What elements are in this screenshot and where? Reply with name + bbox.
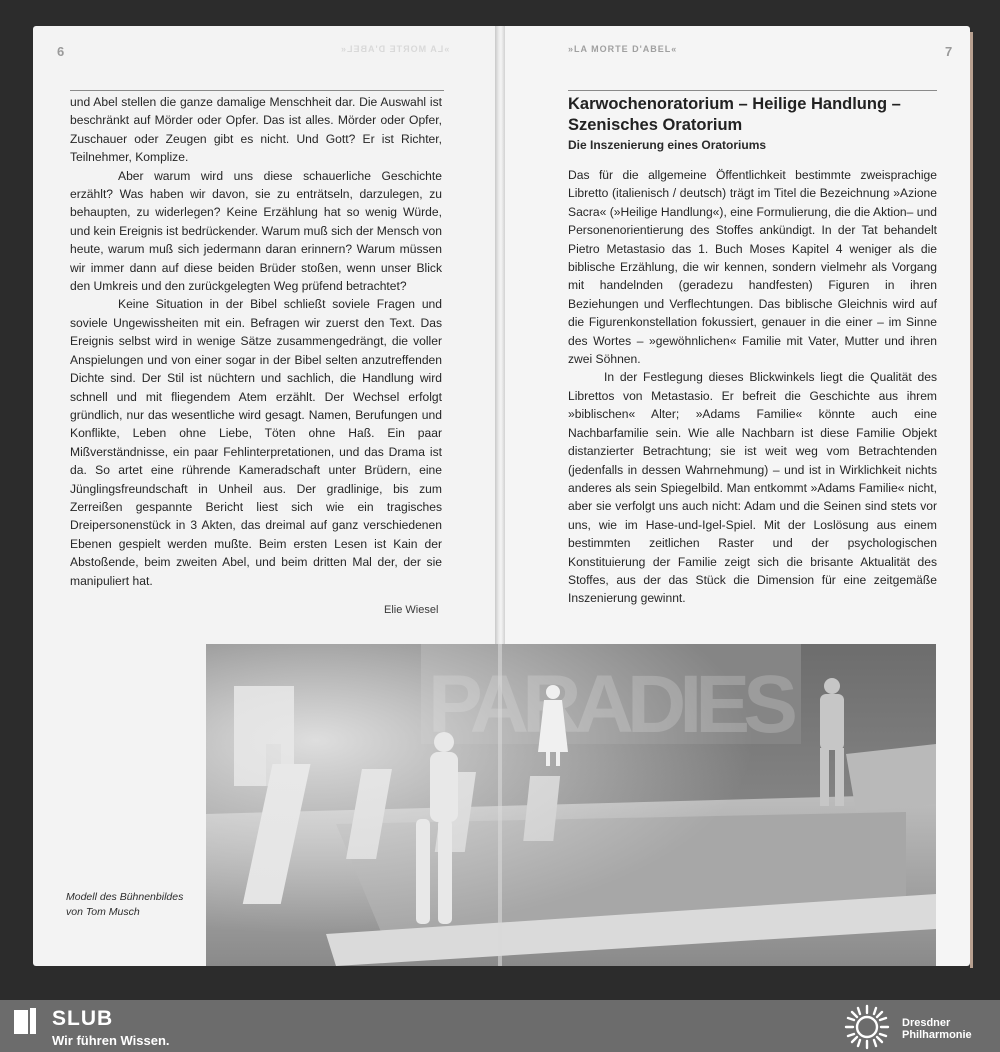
author-signature: Elie Wiesel — [384, 604, 439, 616]
caption-line-1: Modell des Bühnenbildes — [66, 891, 184, 903]
partner-name — [902, 1017, 972, 1041]
stage-model-photo — [206, 644, 936, 966]
left-header-rule — [70, 90, 444, 91]
article-title: Karwochenoratorium – Heilige Handlung – Szenisches Oratorium — [568, 95, 901, 134]
right-text-column — [568, 166, 937, 608]
left-text-column — [70, 93, 442, 590]
right-header-rule — [568, 90, 937, 91]
article-subtitle: Die Inszenierung eines Oratoriums — [568, 138, 767, 152]
page-edge — [970, 32, 973, 968]
running-head: »LA MORTE D'ABEL« — [568, 44, 678, 54]
left-page-number: 6 — [57, 44, 65, 59]
partner-name-line-1: Dresdner — [902, 1017, 951, 1029]
right-paragraph-1: Das für die allgemeine Öffentlichkeit bestimmte zweisprachige Libretto (italienisch / deutsch) trägt im Titel die Bezeichnung »Azione Sacra« (»Heilige Handlung«), eine Formulierung, die die Aktion– und Personenorientierung des Stoffes ankündigt. In der Tat behandelt Pietro Metastasio das 1. Buch Moses Kapitel 4 weniger als die biblische Erzählung, die wir kennen, sondern vielmehr als Vorgang mit handelnden (geradezu handfesten) Figuren in ihren Beziehungen und Verflechtungen. Das biblische Gleichnis wird auf die Figurenkonstellation fokussiert, genauer in die einer – im Sinne des Wortes – »gewöhnlichen« Familie mit Vater, Mutter und ihren zwei Söhnen. — [568, 168, 937, 367]
library-tagline: Wir führen Wissen. — [52, 1033, 170, 1048]
slub-logo-icon — [14, 1008, 36, 1034]
figure-caption — [66, 890, 183, 920]
left-paragraph-2: Aber warum wird uns diese schauerliche Geschichte erzählt? Was haben wir davon, sie zu enträtseln, darzulegen, zu behaupten, zu widerlegen? Keine Erzählung hat so wenig Würde, und kein Ereignis ist bedrückender. Warum muß sich der Mensch von heute, warum muß sich jedermann daran erinnern? Warum müssen wir immer dann auf diese beiden Brüder stoßen, wenn unser Blick den Umkreis und den zurückgelegten Weg prüfend betrachtet? — [70, 168, 442, 294]
right-page-number: 7 — [945, 44, 953, 59]
philharmonie-logo-icon — [844, 1004, 890, 1050]
left-paragraph-1: und Abel stellen die ganze damalige Menschheit dar. Die Auswahl ist beschränkt auf Mörder oder Opfer. Das ist alles. Mörder oder Opfer, Zuschauer oder Zeugen gibt es nicht. Und Gott? Er ist Richter, Teilnehmer, Komplize. — [70, 95, 442, 165]
caption-line-2: von Tom Musch — [66, 906, 140, 918]
library-name: SLUB — [52, 1007, 114, 1030]
left-paragraph-3: Keine Situation in der Bibel schließt soviele Fragen und soviele Ungewissheiten mit ein. Befragen wir zuerst den Text. Das Ereignis selbst wird in wenige Sätze zusammengedrängt, die voller Anspielungen und von einer sogar in der Bibel selten anzutreffenden Dichte sind. Der Stil ist nüchtern und sachlich, die Handlung wird schnell und mit fliegendem Atem erzählt. Der Wechsel erfolgt gründlich, nur das wesentliche wird gesagt. Namen, Berufungen und Konflikte, Leben ohne Liebe, Töten ohne Haß. Ein paar Mißverständnisse, ein paar Fehlinterpretationen, und das Drama ist da. So artet eine rührende Kameradschaft unter Brüdern, eine Jünglingsfreundschaft in Unheil aus. Der gradlinige, bis zum Zerreißen gespannte Bericht liest sich wie ein tragisches Dreipersonenstück in 3 Akten, das dreimal auf ganz verschiedenen Ebenen gespielt werden mußte. Beim ersten Lesen ist Kain der Abstoßende, beim zweiten Abel, und beim dritten Mal der, der sie manipuliert hat. — [70, 297, 442, 588]
partner-name-line-2: Philharmonie — [902, 1029, 972, 1041]
stage-model-illustration — [206, 644, 936, 966]
right-paragraph-2: In der Festlegung dieses Blickwinkels liegt die Qualität des Librettos von Metastasio. Er befreit die Geschichte aus ihrem »biblischen« Alter; »Adams Familie« könnte auch eine Nachbarfamilie sein. Wie alle Nachbarn ist diese Familie Objekt distanzierter Betrachtung; sie ist weit weg vom Betrachtenden (jedenfalls in dessen Wahrnehmung) – und ist in Wirklichkeit nichts anderes als sein Spiegelbild. Man entkommt »Adams Familie« nicht, aber sie verfolgt uns auch nicht: Adam und die Seinen sind stets vor uns, wie im Hase-und-Igel-Spiel. Mit der Loslösung aus einem bestimmten zeitlichen Raster und der psychologischen Konstituierung der Familie zeigt sich die brisante Aktualität des Stoffes, aus der das Stück die Dimension für eine zeitgemäße Inszenierung gewinnt. — [568, 370, 937, 606]
show-through-running-head: »LA MORTE D'ABEL« — [340, 44, 450, 54]
